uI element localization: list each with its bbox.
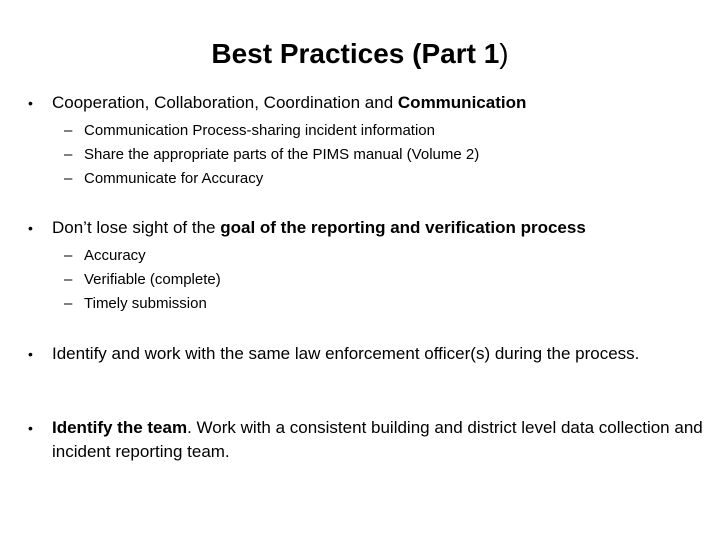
slide-title [0, 34, 720, 74]
bullet-marker: • [28, 346, 33, 362]
dash-marker: – [64, 146, 73, 163]
bullet-text [52, 416, 708, 464]
dash-marker: – [64, 295, 73, 312]
bullet-text-bold: Identify the team [52, 418, 188, 437]
bullet-law-enforcement [28, 342, 708, 366]
bullet-text: Identify and work with the same law enforcement officer(s) during the process. [52, 344, 640, 363]
sub-item [64, 167, 708, 191]
bullet-text [52, 216, 708, 240]
bullet-communication [28, 91, 708, 191]
sub-list [64, 119, 708, 191]
bullet-text-tail: . Work with a consistent building and district level data collection and incident reporting team. [52, 418, 703, 461]
bullet-text [52, 91, 708, 115]
bullet-goal [28, 216, 708, 316]
sub-item [64, 143, 708, 167]
bullet-team [28, 416, 708, 464]
dash-marker: – [64, 170, 73, 187]
sub-item [64, 244, 708, 268]
bullet-text-plain: Don’t lose sight of the [52, 218, 221, 237]
sub-item-text: Verifiable (complete) [84, 271, 221, 288]
sub-item-text: Timely submission [84, 295, 207, 312]
bullet-marker: • [28, 220, 33, 236]
sub-item-text: Accuracy [84, 247, 146, 264]
title-bold-part: Best Practices (Part 1 [211, 38, 500, 69]
sub-item-text: Communicate for Accuracy [84, 170, 264, 187]
sub-item-text: Communication Process-sharing incident information [84, 122, 435, 139]
sub-item-text: Share the appropriate parts of the PIMS manual (Volume 2) [84, 146, 480, 163]
bullet-text-bold: goal of the reporting and verification process [220, 218, 586, 237]
bullet-marker: • [28, 420, 33, 436]
dash-marker: – [64, 122, 73, 139]
bullet-text-plain: Cooperation, Collaboration, Coordination and [52, 93, 398, 112]
title-normal-part: ) [499, 38, 509, 69]
dash-marker: – [64, 271, 73, 288]
sub-item [64, 268, 708, 292]
sub-item [64, 292, 708, 316]
dash-marker: – [64, 247, 73, 264]
bullet-marker: • [28, 95, 33, 111]
sub-item [64, 119, 708, 143]
sub-list [64, 244, 708, 316]
bullet-text-bold: Communication [397, 93, 527, 112]
